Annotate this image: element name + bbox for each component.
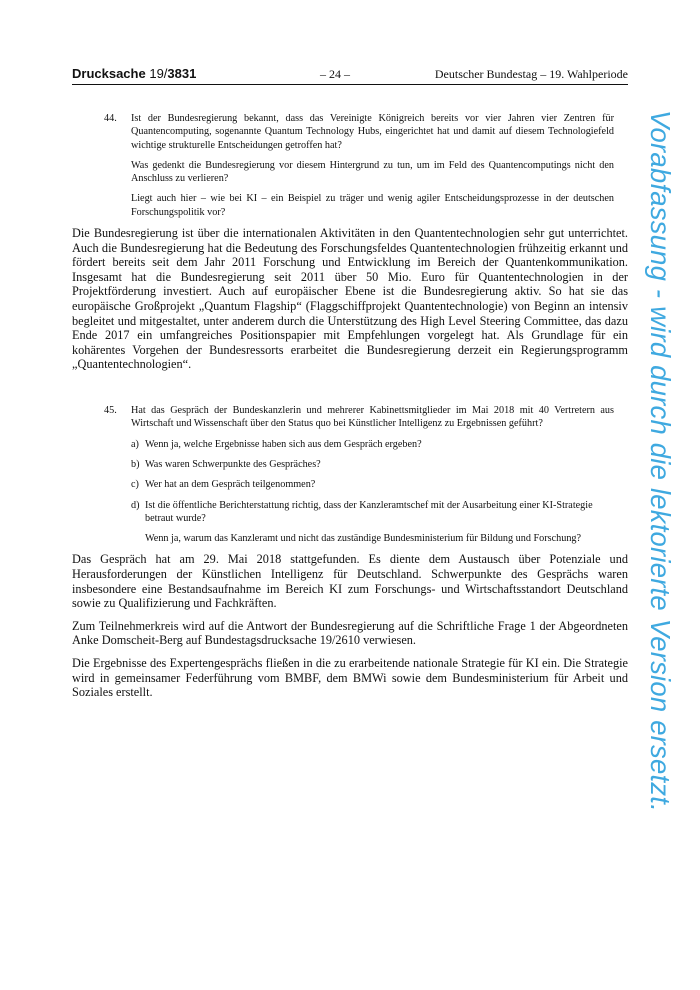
doc-number: 3831 xyxy=(167,66,197,81)
answer-45-paragraph-3: Die Ergebnisse des Expertengesprächs fließen in die zu erarbeitende nationale Strategie für KI ein. Die Strategie wird in gemeinsamer Federführung vom BMBF, dem BMWi sowie dem Bundesministerium für Arbeit und Soziales erstellt. xyxy=(72,655,628,700)
item-text: Was waren Schwerpunkte des Gespräches? xyxy=(145,458,321,470)
spacer xyxy=(72,380,628,404)
question-44-followup-2: Liegt auch hier – wie bei KI – ein Beispiel zu träger und wenig agiler Entscheidungsprozesse in der deutschen Forschungspolitik vor? xyxy=(131,193,614,218)
question-text: Hat das Gespräch der Bundeskanzlerin und mehrerer Kabinettsmitglieder im Mai 2018 mit 40 Vertretern aus Wirtschaft und Wissenschaft über den Status quo bei Künstlicher Intelligenz zu Ergebnissen geführt? xyxy=(131,405,614,430)
question-45-followup: Wenn ja, warum das Kanzleramt und nicht das zuständige Bundesministerium für Bildung und Forschung? xyxy=(145,533,582,545)
page-header xyxy=(72,66,628,86)
question-text: Ist der Bundesregierung bekannt, dass das Vereinigte Königreich bereits vor vier Jahren vier Zentren für Quantencomputing, sogenannte Quantum Technology Hubs, eingerichtet hat und damit auf diesem Technologiefeld wichtige strukturelle Entscheidungen getroffen hat? xyxy=(131,113,614,151)
item-label: c) xyxy=(131,479,139,491)
item-text: Wer hat an dem Gespräch teilgenommen? xyxy=(145,479,316,491)
page-body xyxy=(72,112,628,708)
answer-45-paragraph-2: Zum Teilnehmerkreis wird auf die Antwort der Bundesregierung auf die Schriftliche Frage 1 der Abgeordneten Anke Domscheit-Berg auf Bundestagsdrucksache 19/2610 verwiesen. xyxy=(72,618,628,648)
item-label: a) xyxy=(131,438,139,450)
answer-44: Die Bundesregierung ist über die internationalen Aktivitäten in den Quantentechnologien sehr gut unterrichtet. Auch die Bundesregierung hat die Bedeutung des Forschungsfeldes Quantentechnologien frühzeitig erkannt und fördert bereits seit dem Jahr 2011 Forschung und Entwicklung im Bereich der Quantenkommunikation. Insgesamt hat die Bundesregierung seit 2011 über 50 Mio. Euro für Quantentechnologien in der Projektförderung investiert. Auch auf europäischer Ebene ist die Bundesregierung aktiv. So hat sie das europäische Großprojekt „Quantum Flagship“ (Flaggschiffprojekt Quantentechnologie) von Beginn an intensiv begleitet und mitgestaltet, unter anderem durch die Unterstützung des High Level Steering Committee, das dazu Ende 2017 ein umfangreiches Positionspapier mit Empfehlungen vorgelegt hat. Als Grundlage für ein kohärentes Vorgehen der Bundesressorts erarbeitet die Bundesregierung derzeit ein Regierungsprogramm „Quantentechnologien“. xyxy=(72,226,628,372)
header-rule xyxy=(72,84,628,85)
document-number xyxy=(72,66,196,81)
watermark-text: Vorabfassung - wird durch die lektorierte Version ersetzt. xyxy=(645,110,676,812)
question-45 xyxy=(72,404,628,431)
question-number: 45. xyxy=(104,405,117,417)
item-text: Wenn ja, welche Ergebnisse haben sich aus dem Gespräch ergeben? xyxy=(145,438,422,450)
item-text: Ist die öffentliche Berichterstattung richtig, dass der Kanzleramtschef mit der Ausarbeitung einer KI-Strategie betraut wurde? xyxy=(145,499,593,524)
question-45-item-b xyxy=(72,458,628,471)
preliminary-version-watermark xyxy=(637,110,687,900)
question-45-item-a xyxy=(72,438,628,451)
publisher: Deutscher Bundestag – 19. Wahlperiode xyxy=(434,67,628,81)
answer-45-paragraph-1: Das Gespräch hat am 29. Mai 2018 stattgefunden. Es diente dem Austausch über Potenziale und Herausforderungen der Künstlichen Intelligenz für Deutschland. Schwerpunkte des Gesprächs waren insbesondere eine Bestandsaufnahme im Bereich KI zum Forschungs- und Wirtschaftsstandort Deutschland sowie zu Qualifizierung und Fachkräften. xyxy=(72,552,628,611)
doc-prefix: 19/ xyxy=(149,66,168,81)
item-label: b) xyxy=(131,458,140,470)
question-45-item-d xyxy=(72,499,628,526)
page-number: – 24 – xyxy=(320,67,350,81)
question-44 xyxy=(72,112,628,152)
question-44-followup-1: Was gedenkt die Bundesregierung vor diesem Hintergrund zu tun, um im Feld des Quantencomputings nicht den Anschluss zu verlieren? xyxy=(131,159,614,185)
doc-label: Drucksache xyxy=(72,66,146,81)
question-45-item-c xyxy=(72,478,628,491)
item-label: d) xyxy=(131,499,140,511)
question-number: 44. xyxy=(104,113,117,124)
